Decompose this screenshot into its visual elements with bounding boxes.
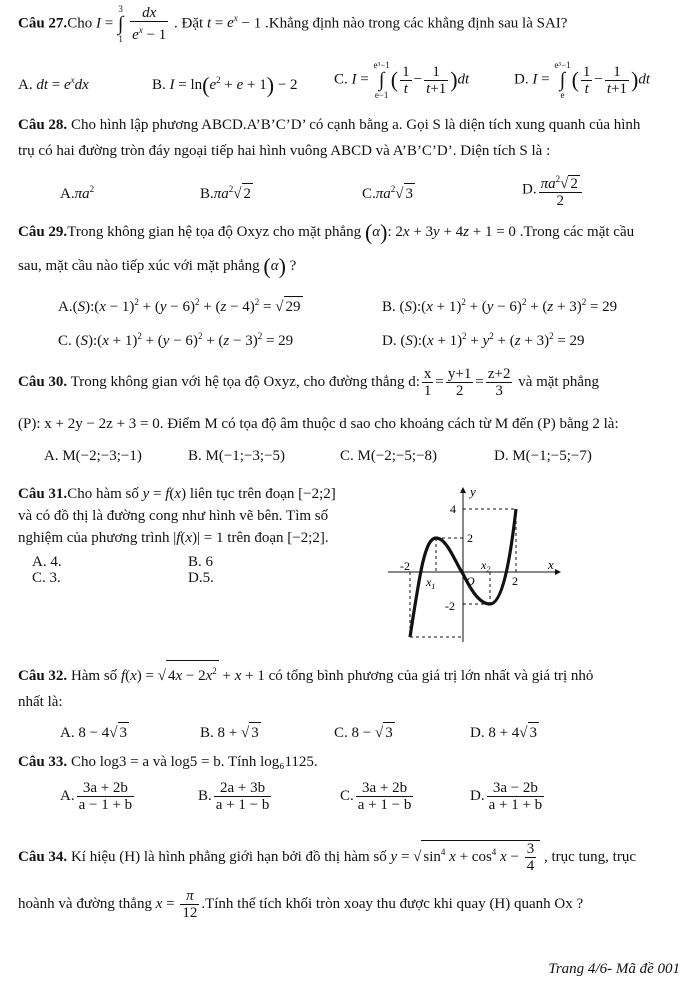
option-c: $C.\pi a^2√$ 3 (362, 184, 414, 202)
question-34-number: Câu 34. (18, 848, 68, 865)
option-a: A. 4. (32, 554, 62, 570)
question-29-number: Câu 29. (18, 224, 68, 240)
option-d: D. 8 + 4√ 3 (470, 722, 539, 743)
question-27-options (18, 60, 680, 100)
option-a: A.(S):(x − $1)^2 + (y - 6)^2 + (z - 4)^2$ = √ 29 (58, 297, 301, 315)
option-d: D. (S):(x + $1)^2 + y^2 + (z + 3)^2 = 29$ (382, 331, 585, 349)
question-33-number: Câu 33. (18, 754, 68, 770)
question-28-options (18, 171, 680, 207)
tick-h-minus-2: -2 (400, 559, 410, 573)
option-d: D. I = e³−1 ∫ e ( $\frac{1}{t}$ − $\frac{1}{t+1}$ )dt (514, 60, 651, 100)
question-30-number: Câu 30. (18, 373, 68, 390)
option-b: $B.\pi a^2√$ 2 (200, 184, 252, 202)
option-d: D.5. (188, 570, 214, 586)
origin-label: O (466, 574, 475, 588)
option-b: B. M(−1;−3;−5) (188, 448, 286, 464)
option-d: D. M(−1;−5;−7) (494, 448, 592, 464)
option-b: B. $\frac{2a + 3b}{a + 1 - b}$ (198, 780, 270, 813)
tick-2: 2 (467, 531, 473, 545)
option-a: A. dt = $e^xdx$ (18, 75, 89, 93)
label-x: x (548, 557, 554, 572)
x2-label: $x_2$ (481, 558, 491, 574)
option-d: D. $\frac{3a - 2b}{a + 1 + b}$ (470, 780, 543, 813)
page-footer: Trang 4/6- Mã đề 001 (548, 961, 680, 977)
option-a: $A.\pi a^2$ (60, 184, 95, 202)
option-a: A. 8 − 4√ 3 (60, 722, 129, 743)
option-a: A. $\frac{3a + 2b}{a - 1 + b}$ (60, 780, 133, 813)
option-d: D. $\frac{\pi a^2√ 2}{2}$ (522, 171, 584, 209)
label-y: y (470, 484, 476, 499)
option-a: A. M(−2;−3;−1) (44, 448, 142, 464)
question-32-number: Câu 32. (18, 668, 68, 684)
option-c: C. $\frac{3a + 2b}{a + 1 - b}$ (340, 780, 412, 813)
tick-4: 4 (450, 502, 456, 516)
option-c: C. 3. (32, 570, 61, 586)
x1-label: $x_1$ (426, 575, 436, 591)
option-c: C. (S):(x + $1)^2 + (y - 6)^2 + (z - 3)^2 = 29$ (58, 331, 294, 349)
option-b: B. $I = \ln(e^2 + e + 1) - 2$ (152, 72, 298, 98)
question-31-number: Câu 31. (18, 486, 68, 502)
question-27-number: Câu 27. (18, 15, 68, 32)
tick-h-2: 2 (512, 574, 518, 588)
tick-minus-2: -2 (445, 599, 455, 613)
question-29-options (18, 288, 680, 358)
option-c: C. M(−2;−5;−8) (340, 448, 438, 464)
option-b: B. (S):(x + $1)^2 + (y - 6)^2 + (z + 3)^2 = 29$ (382, 297, 618, 315)
question-28-number: Câu 28. (18, 117, 68, 133)
option-b: B. 8 + √ 3 (200, 722, 261, 743)
option-c: C. 8 − √ 3 (334, 722, 395, 743)
function-graph (380, 482, 570, 650)
option-b: B. 6 (188, 554, 214, 570)
option-c: C. I = e³−1 ∫ e−1 ( $\frac{1}{t}$ − $\frac{1}{t+1}$ )dt (334, 60, 470, 100)
